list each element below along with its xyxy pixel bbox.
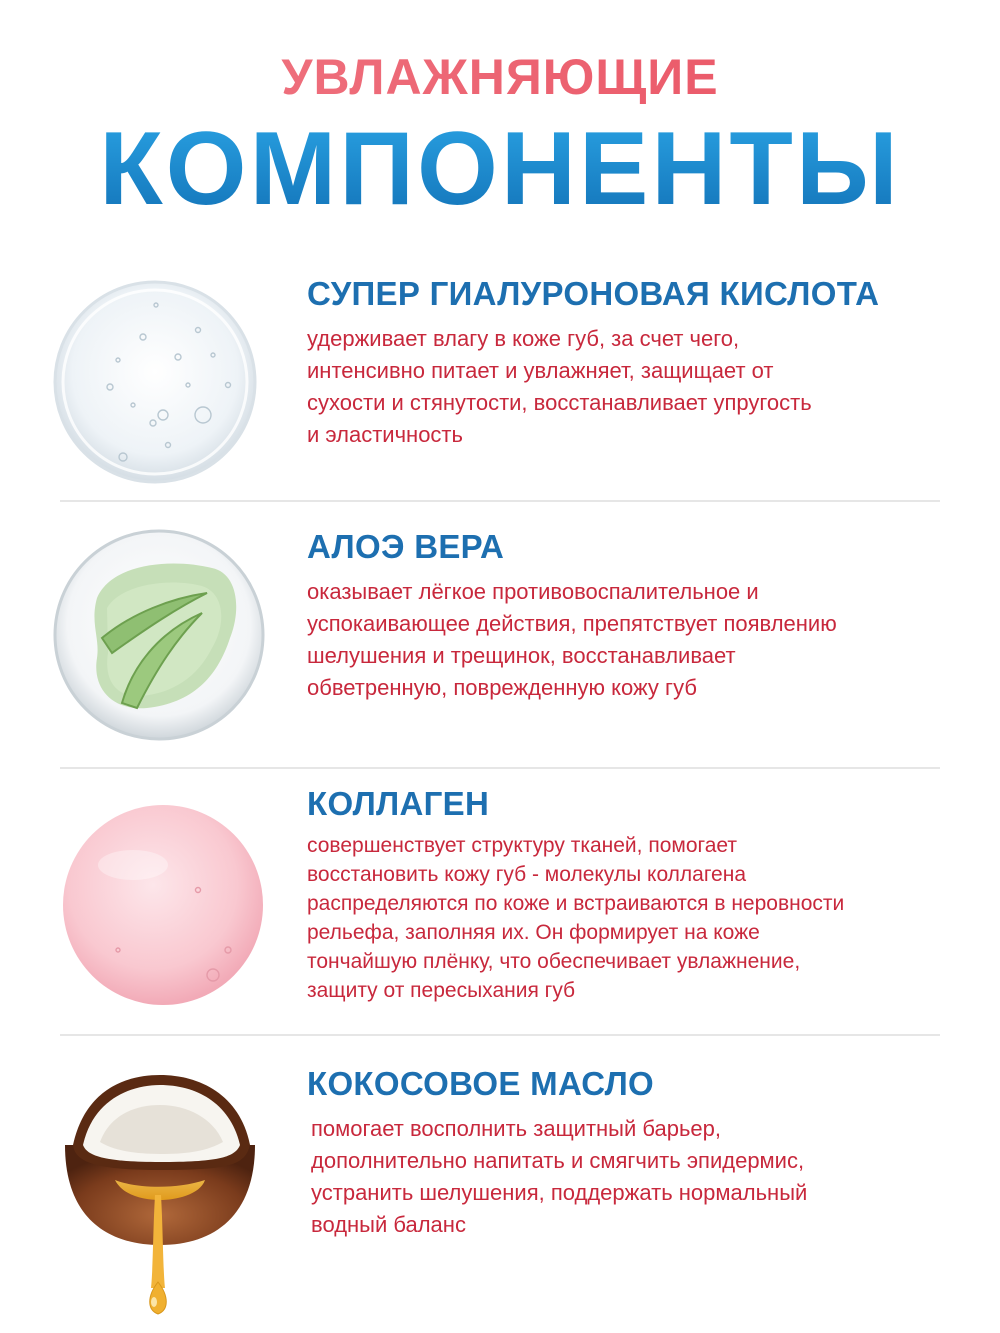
ingredient-title: АЛОЭ ВЕРА [307,528,505,565]
description-line: рельефа, заполняя их. Он формирует на коже [307,921,760,944]
description-line: совершенствует структуру тканей, помогает [307,834,737,857]
aloe-gel-icon [52,528,267,748]
description-line: помогает восполнить защитный барьер, [311,1116,722,1141]
description-line: успокаивающее действия, препятствует появлению [307,611,837,636]
header-subtitle: УВЛАЖНЯЮЩИЕ [0,48,1000,106]
divider [60,500,940,502]
ingredient-title: СУПЕР ГИАЛУРОНОВАЯ КИСЛОТА [307,275,880,312]
description-line: оказывает лёгкое противовоспалительное и [307,579,759,604]
description-line: и эластичность [307,422,463,447]
header-title: КОМПОНЕНТЫ [0,110,1000,229]
divider [60,1034,940,1036]
ingredient-title: КОЛЛАГЕН [307,785,490,822]
ingredient-title: КОКОСОВОЕ МАСЛО [307,1065,654,1102]
description-line: защиту от пересыхания губ [307,979,576,1002]
collagen-drop-icon [58,800,268,1015]
description-line: устранить шелушения, поддержать нормальный [311,1180,808,1205]
description-line: водный баланс [311,1212,466,1237]
description-line: обветренную, поврежденную кожу губ [307,675,697,700]
description-line: восстановить кожу губ - молекулы коллагена [307,863,747,886]
description-line: тончайшую плёнку, что обеспечивает увлажнение, [307,950,801,973]
description-line: шелушения и трещинок, восстанавливает [307,643,736,668]
divider [60,767,940,769]
description-line: распределяются по коже и встраиваются в неровности [307,892,845,915]
ingredient-description [307,831,970,1005]
ingredient-description [307,323,970,451]
description-line: интенсивно питает и увлажняет, защищает от [307,358,774,383]
description-line: удерживает влагу в коже губ, за счет чего, [307,326,740,351]
description-line: сухости и стянутости, восстанавливает упругость [307,390,812,415]
ingredient-description [307,576,970,704]
hyaluronic-gel-icon [48,275,263,495]
description-line: дополнительно напитать и смягчить эпидермис, [311,1148,805,1173]
coconut-oil-icon [55,1070,265,1325]
ingredient-description [311,1113,970,1241]
